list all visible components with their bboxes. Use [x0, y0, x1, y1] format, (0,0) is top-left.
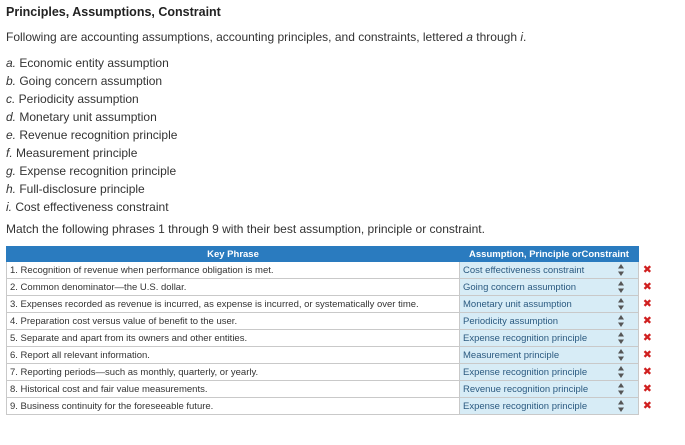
option-letter: a.: [6, 56, 17, 70]
key-phrase-cell: 5. Separate and apart from its owners and other entities.: [7, 330, 460, 347]
table-row: [7, 347, 639, 364]
select-arrows-icon[interactable]: [618, 281, 624, 293]
select-arrows-icon[interactable]: [618, 366, 624, 378]
answer-select[interactable]: [460, 313, 652, 330]
option-text: Full-disclosure principle: [16, 182, 145, 196]
instruction-text: Match the following phrases 1 through 9 with their best assumption, principle or constraint.: [6, 222, 485, 236]
incorrect-x-icon: ✖: [642, 315, 652, 327]
option-text: Revenue recognition principle: [16, 128, 178, 142]
option-letter: g.: [6, 164, 17, 178]
answer-selected-value: Going concern assumption: [463, 281, 577, 293]
key-phrase-cell: 3. Expenses recorded as revenue is incurred, as expense is incurred, or systematically over time.: [7, 296, 460, 313]
option-item-c: [6, 90, 177, 108]
option-text: Monetary unit assumption: [16, 110, 157, 124]
table-row: [7, 381, 639, 398]
incorrect-x-icon: ✖: [642, 298, 652, 310]
option-letter: c.: [6, 92, 16, 106]
option-text: Cost effectiveness constraint: [12, 200, 169, 214]
option-text: Economic entity assumption: [16, 56, 169, 70]
incorrect-x-icon: ✖: [642, 264, 652, 276]
option-item-e: [6, 126, 177, 144]
option-item-d: [6, 108, 177, 126]
intro-last-letter: i: [520, 30, 523, 44]
option-letter: e.: [6, 128, 17, 142]
incorrect-x-icon: ✖: [642, 349, 652, 361]
option-item-b: [6, 72, 177, 90]
option-letter: d.: [6, 110, 17, 124]
option-letter: b.: [6, 74, 17, 88]
key-phrase-cell: 1. Recognition of revenue when performance obligation is met.: [7, 262, 460, 279]
answer-selected-value: Expense recognition principle: [463, 366, 588, 378]
key-phrase-cell: 4. Preparation cost versus value of benefit to the user.: [7, 313, 460, 330]
option-text: Periodicity assumption: [15, 92, 139, 106]
answer-select[interactable]: [460, 296, 652, 313]
answer-select[interactable]: [460, 347, 652, 364]
answer-selected-value: Measurement principle: [463, 349, 560, 361]
table-row: [7, 364, 639, 381]
incorrect-x-icon: ✖: [642, 366, 652, 378]
answer-selected-value: Periodicity assumption: [463, 315, 559, 327]
options-list: [6, 54, 177, 216]
answer-selected-value: Monetary unit assumption: [463, 298, 572, 310]
answer-select[interactable]: [460, 364, 652, 381]
incorrect-x-icon: ✖: [642, 332, 652, 344]
intro-before: Following are accounting assumptions, accounting principles, and constraints, lettered: [6, 30, 467, 44]
answer-select[interactable]: [460, 330, 652, 347]
select-arrows-icon[interactable]: [618, 315, 624, 327]
answer-selected-value: Expense recognition principle: [463, 332, 588, 344]
answer-select[interactable]: [460, 262, 652, 279]
key-phrase-cell: 9. Business continuity for the foreseeable future.: [7, 398, 460, 415]
option-item-g: [6, 162, 177, 180]
option-text: Measurement principle: [12, 146, 138, 160]
table-row: [7, 313, 639, 330]
intro-middle: through: [472, 30, 521, 44]
option-item-f: [6, 144, 177, 162]
answer-select[interactable]: [460, 381, 652, 398]
answer-select[interactable]: [460, 398, 652, 415]
answer-selected-value: Revenue recognition principle: [463, 383, 589, 395]
incorrect-x-icon: ✖: [642, 383, 652, 395]
page-title: Principles, Assumptions, Constraint: [6, 5, 221, 19]
select-arrows-icon[interactable]: [618, 400, 624, 412]
option-text: Going concern assumption: [16, 74, 163, 88]
option-letter: f.: [6, 146, 13, 160]
key-phrase-cell: 7. Reporting periods—such as monthly, quarterly, or yearly.: [7, 364, 460, 381]
intro-end: .: [523, 30, 527, 44]
incorrect-x-icon: ✖: [642, 281, 652, 293]
table-row: [7, 330, 639, 347]
option-letter: i.: [6, 200, 12, 214]
table-row: [7, 398, 639, 415]
option-item-i: [6, 198, 177, 216]
table-row: [7, 262, 639, 279]
select-arrows-icon[interactable]: [618, 264, 624, 276]
select-arrows-icon[interactable]: [618, 349, 624, 361]
option-text: Expense recognition principle: [16, 164, 177, 178]
option-item-a: [6, 54, 177, 72]
key-phrase-cell: 6. Report all relevant information.: [7, 347, 460, 364]
key-phrase-cell: 8. Historical cost and fair value measurements.: [7, 381, 460, 398]
table-row: [7, 279, 639, 296]
answer-selected-value: Expense recognition principle: [463, 400, 588, 412]
table-row: [7, 296, 639, 313]
option-letter: h.: [6, 182, 17, 196]
select-arrows-icon[interactable]: [618, 332, 624, 344]
incorrect-x-icon: ✖: [642, 400, 652, 412]
intro-first-letter: a: [466, 30, 473, 44]
answer-select[interactable]: [460, 279, 652, 296]
key-phrase-header: Key Phrase: [7, 247, 460, 262]
answer-selected-value: Cost effectiveness constraint: [463, 264, 585, 276]
intro-text: [6, 30, 526, 44]
key-phrase-cell: 2. Common denominator—the U.S. dollar.: [7, 279, 460, 296]
table-header-row: [7, 247, 639, 262]
answer-header: Assumption, Principle orConstraint: [460, 247, 639, 262]
option-item-h: [6, 180, 177, 198]
select-arrows-icon[interactable]: [618, 298, 624, 310]
matching-table: [6, 246, 652, 415]
select-arrows-icon[interactable]: [618, 383, 624, 395]
